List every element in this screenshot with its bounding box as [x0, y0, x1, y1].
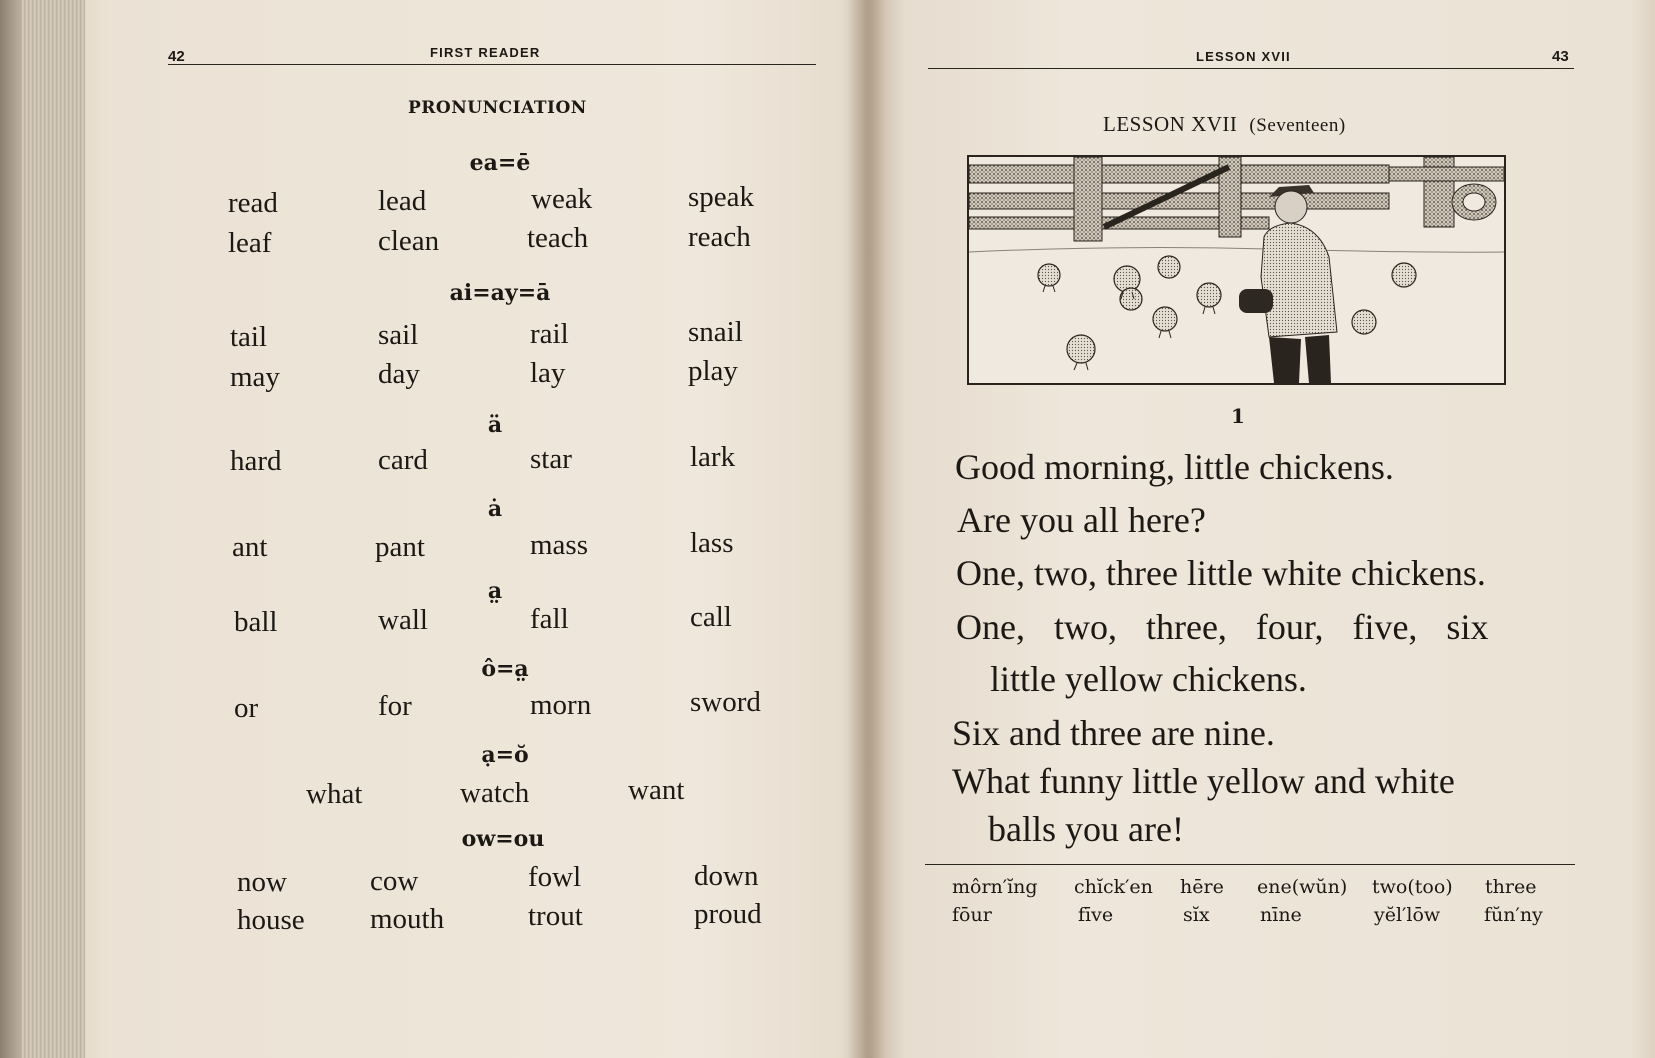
- sound-heading: ȧ: [487, 496, 503, 522]
- word: may: [230, 361, 280, 393]
- verse-number: 1: [1231, 404, 1245, 428]
- page-number-left: 42: [168, 48, 185, 65]
- running-head-right: LESSON XVII: [1196, 49, 1291, 64]
- sound-heading: ai=ay=ā: [449, 280, 551, 306]
- poem-line: Six and three are nine.: [952, 713, 1275, 753]
- word: hard: [230, 445, 282, 477]
- poem-line: One, two, three, four, five, six: [956, 607, 1489, 647]
- chickens-illustration: [967, 155, 1506, 385]
- word: fowl: [528, 861, 582, 893]
- word: for: [378, 690, 412, 722]
- pronunciation-title: PRONUNCIATION: [408, 98, 587, 118]
- word: leaf: [228, 227, 272, 259]
- lesson-subtitle: (Seventeen): [1249, 115, 1346, 136]
- word: wall: [378, 604, 428, 636]
- word: lead: [378, 185, 427, 217]
- word: call: [690, 601, 732, 633]
- pronunciation-word: sĭx: [1183, 904, 1210, 926]
- pronunciation-word: three: [1485, 876, 1537, 898]
- word: ball: [234, 606, 278, 638]
- word: trout: [528, 900, 583, 932]
- word: want: [628, 774, 685, 806]
- word: play: [688, 355, 738, 387]
- book-cover-edge: [0, 0, 22, 1058]
- word: rail: [530, 318, 569, 350]
- word: what: [306, 778, 363, 810]
- pronunciation-word: nīne: [1260, 904, 1302, 926]
- pronunciation-word: fŭn′ny: [1484, 904, 1543, 926]
- word: lay: [530, 357, 566, 389]
- word: read: [228, 187, 278, 219]
- word: snail: [688, 316, 743, 348]
- word: day: [378, 358, 420, 390]
- sound-heading: a̤: [487, 578, 503, 604]
- book-gutter: [848, 0, 886, 1058]
- word: lark: [690, 441, 736, 473]
- pronunciation-word: two(too): [1372, 876, 1453, 898]
- pronunciation-word: hēre: [1180, 876, 1224, 898]
- header-rule-left: [168, 64, 816, 65]
- word: reach: [688, 221, 751, 253]
- boy-with-chickens-drawing: [969, 157, 1504, 383]
- pronunciation-word: ene(wŭn): [1257, 876, 1348, 898]
- running-head-left: FIRST READER: [430, 45, 541, 60]
- header-rule-right: [928, 68, 1574, 69]
- pronunciation-word: fōur: [952, 904, 992, 926]
- word: now: [237, 866, 287, 898]
- word: mass: [530, 529, 588, 561]
- word: pant: [375, 531, 425, 563]
- word: clean: [378, 225, 440, 257]
- pronunciation-word: môrn′ĭng: [952, 876, 1038, 898]
- word: ant: [232, 531, 268, 563]
- pronunciation-word: fīve: [1078, 904, 1114, 926]
- poem-line: Are you all here?: [957, 500, 1206, 540]
- word: speak: [688, 181, 755, 213]
- word: morn: [530, 689, 592, 721]
- lesson-title: [1103, 112, 1346, 137]
- poem-line: balls you are!: [988, 809, 1184, 849]
- word: proud: [694, 898, 762, 930]
- word: mouth: [370, 903, 445, 935]
- poem-line: little yellow chickens.: [990, 659, 1307, 699]
- word: tail: [230, 321, 268, 353]
- pronunciation-word: chĭck′en: [1074, 876, 1153, 898]
- word: weak: [531, 183, 593, 215]
- word: down: [694, 860, 759, 892]
- poem-line: What funny little yellow and white: [952, 761, 1455, 801]
- sound-heading: ea=ē: [469, 150, 531, 176]
- sound-heading: ạ=ŏ: [481, 742, 529, 768]
- poem-line: One, two, three little white chickens.: [956, 553, 1486, 593]
- sound-heading: ä: [487, 412, 503, 438]
- word: teach: [527, 222, 589, 254]
- word: sail: [378, 319, 419, 351]
- word: lass: [690, 527, 734, 559]
- word: cow: [370, 865, 419, 897]
- word: card: [378, 444, 428, 476]
- word: house: [237, 904, 305, 936]
- word: fall: [530, 603, 569, 635]
- word: or: [234, 692, 259, 724]
- lesson-title-text: LESSON XVII: [1103, 112, 1238, 136]
- word: watch: [460, 777, 530, 809]
- poem-line: Good morning, little chickens.: [955, 447, 1394, 487]
- pronunciation-word: yĕl′lōw: [1374, 904, 1441, 926]
- footer-rule: [925, 864, 1575, 865]
- sound-heading: ô=a̤: [481, 656, 529, 682]
- word: sword: [690, 686, 761, 718]
- page-number-right: 43: [1552, 48, 1569, 65]
- word: star: [530, 443, 572, 475]
- sound-heading: ow=ou: [461, 826, 545, 852]
